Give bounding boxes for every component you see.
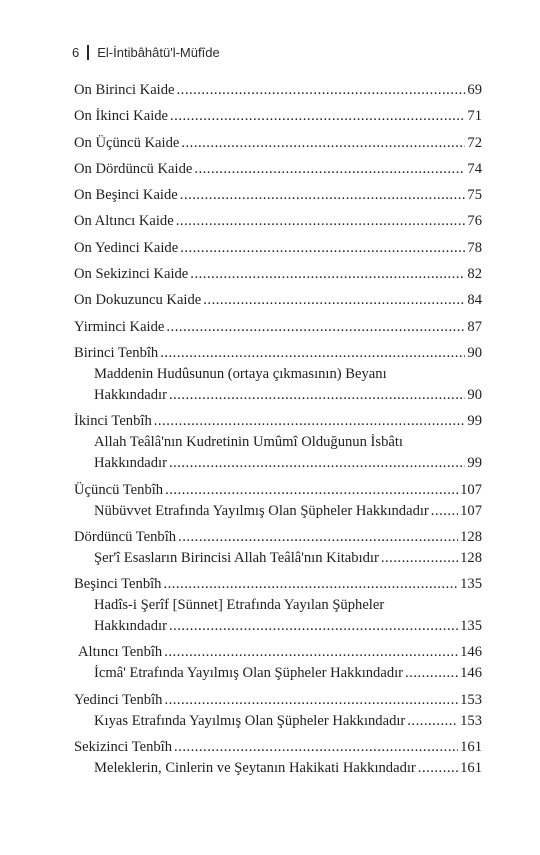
toc-entry (74, 642, 482, 663)
dot-leader (181, 133, 465, 154)
sub-entry-page: 99 (467, 455, 482, 472)
entry-title: On Birinci Kaide (74, 82, 175, 98)
sub-entry-title: Hakkındadır (94, 386, 167, 403)
sub-entry-title: Şer'î Esasların Birincisi Allah Teâlâ'nın Kitabıdır (94, 549, 379, 566)
dot-leader (165, 480, 458, 501)
toc-entry (74, 106, 482, 127)
sub-entry-title: İcmâ' Etrafında Yayılmış Olan Şüpheler Hakkındadır (94, 665, 404, 682)
entry-page: 84 (467, 292, 482, 309)
entry-title: Dördüncü Tenbîh (74, 528, 177, 545)
entry-page: 135 (460, 576, 482, 593)
entry-page: 99 (467, 413, 482, 430)
dot-leader (177, 80, 466, 101)
dot-leader (160, 343, 465, 364)
entry-page: 82 (467, 266, 482, 283)
entry-title: Üçüncü Tenbîh (74, 481, 164, 498)
sub-entry-page: 128 (460, 549, 482, 566)
entry-title: Beşinci Tenbîh (74, 576, 162, 593)
entry-page: 71 (467, 108, 482, 125)
dot-leader (180, 185, 466, 206)
dot-leader (154, 411, 466, 432)
sub-entry (74, 548, 482, 569)
entry-title: Altıncı Tenbîh (78, 644, 163, 661)
entry-title: On İkinci Kaide (74, 108, 169, 125)
sub-entry (74, 385, 482, 406)
entry-page: 69 (467, 82, 482, 98)
toc-entry (74, 317, 482, 338)
table-of-contents (74, 80, 482, 779)
entry-page: 146 (460, 644, 482, 661)
entry-page: 78 (467, 239, 482, 256)
dot-leader (169, 616, 458, 637)
dot-leader (180, 238, 465, 259)
sub-entry-title: Hakkındadır (94, 455, 167, 472)
dot-leader (169, 453, 465, 474)
entry-title: On Dokuzuncu Kaide (74, 292, 202, 309)
dot-leader (174, 737, 458, 758)
entry-page: 128 (460, 528, 482, 545)
toc-entry (74, 290, 482, 311)
dot-leader (381, 548, 458, 569)
entry-page: 72 (467, 134, 482, 151)
toc-entry (74, 80, 482, 101)
toc-entry (74, 574, 482, 595)
dot-leader (166, 317, 465, 338)
dot-leader (176, 211, 466, 232)
entry-page: 90 (467, 344, 482, 361)
dot-leader (164, 642, 458, 663)
entry-title: On Üçüncü Kaide (74, 134, 180, 151)
dot-leader (418, 758, 458, 779)
dot-leader (164, 690, 458, 711)
entry-title: On Dördüncü Kaide (74, 160, 193, 177)
entry-title: On Altıncı Kaide (74, 213, 174, 230)
dot-leader (163, 574, 458, 595)
toc-entry (74, 527, 482, 548)
entry-title: On Beşinci Kaide (74, 187, 178, 204)
sub-entry-page: 107 (460, 502, 482, 519)
sub-entry-line: Maddenin Hudûsunun (ortaya çıkmasının) Beyanı (94, 365, 387, 382)
dot-leader (203, 290, 465, 311)
entry-title: Yedinci Tenbîh (74, 691, 163, 708)
dot-leader (431, 501, 458, 522)
entry-page: 87 (467, 318, 482, 335)
sub-entry-line: Allah Teâlâ'nın Kudretinin Umûmî Olduğunun İsbâtı (94, 434, 403, 451)
sub-entry (74, 616, 482, 637)
header-divider (87, 45, 89, 60)
sub-entry-page: 161 (460, 760, 482, 777)
sub-entry-title: Meleklerin, Cinlerin ve Şeytanın Hakikati Hakkındadır (94, 760, 416, 777)
sub-entry-title: Nübüvvet Etrafında Yayılmış Olan Şüpheler Hakkındadır (94, 502, 429, 519)
entry-title: Yirminci Kaide (74, 318, 165, 335)
dot-leader (170, 106, 465, 127)
entry-page: 161 (460, 739, 482, 756)
dot-leader (169, 385, 465, 406)
entry-title: İkinci Tenbîh (74, 413, 152, 430)
entry-title: Sekizinci Tenbîh (74, 739, 173, 756)
entry-page: 76 (467, 213, 482, 230)
toc-entry (74, 159, 482, 180)
sub-entry-page: 90 (467, 386, 482, 403)
toc-entry (74, 480, 482, 501)
toc-entry (74, 737, 482, 758)
toc-entry (74, 343, 482, 364)
toc-entry (74, 411, 482, 432)
entry-page: 153 (460, 691, 482, 708)
dot-leader (194, 159, 465, 180)
sub-entry (74, 501, 482, 522)
sub-entry-page: 153 (460, 712, 482, 729)
entry-page: 75 (467, 187, 482, 204)
entry-title: On Yedinci Kaide (74, 239, 179, 256)
toc-entry (74, 690, 482, 711)
book-title: El-İntibâhâtü'l-Müfîde (97, 44, 220, 60)
dot-leader (190, 264, 465, 285)
sub-entry-page: 135 (460, 618, 482, 635)
entry-title: On Sekizinci Kaide (74, 266, 189, 283)
entry-title: Birinci Tenbîh (74, 344, 159, 361)
sub-entry (74, 758, 482, 779)
dot-leader (178, 527, 458, 548)
sub-entry (74, 663, 482, 684)
sub-entry-title: Kıyas Etrafında Yayılmış Olan Şüpheler Hakkındadır (94, 712, 406, 729)
dot-leader (407, 711, 458, 732)
toc-entry (74, 238, 482, 259)
page-number: 6 (72, 44, 80, 60)
entry-page: 107 (460, 481, 482, 498)
toc-entry (74, 264, 482, 285)
entry-page: 74 (467, 160, 482, 177)
toc-entry (74, 211, 482, 232)
sub-entry-title: Hakkındadır (94, 618, 167, 635)
dot-leader (405, 663, 458, 684)
sub-entry (74, 711, 482, 732)
sub-entry-page: 146 (460, 665, 482, 682)
sub-entry-line: Hadîs-i Şerîf [Sünnet] Etrafında Yayılan Şüpheler (94, 597, 385, 614)
toc-entry (74, 133, 482, 154)
running-header (72, 42, 492, 62)
toc-entry (74, 185, 482, 206)
sub-entry (74, 453, 482, 474)
